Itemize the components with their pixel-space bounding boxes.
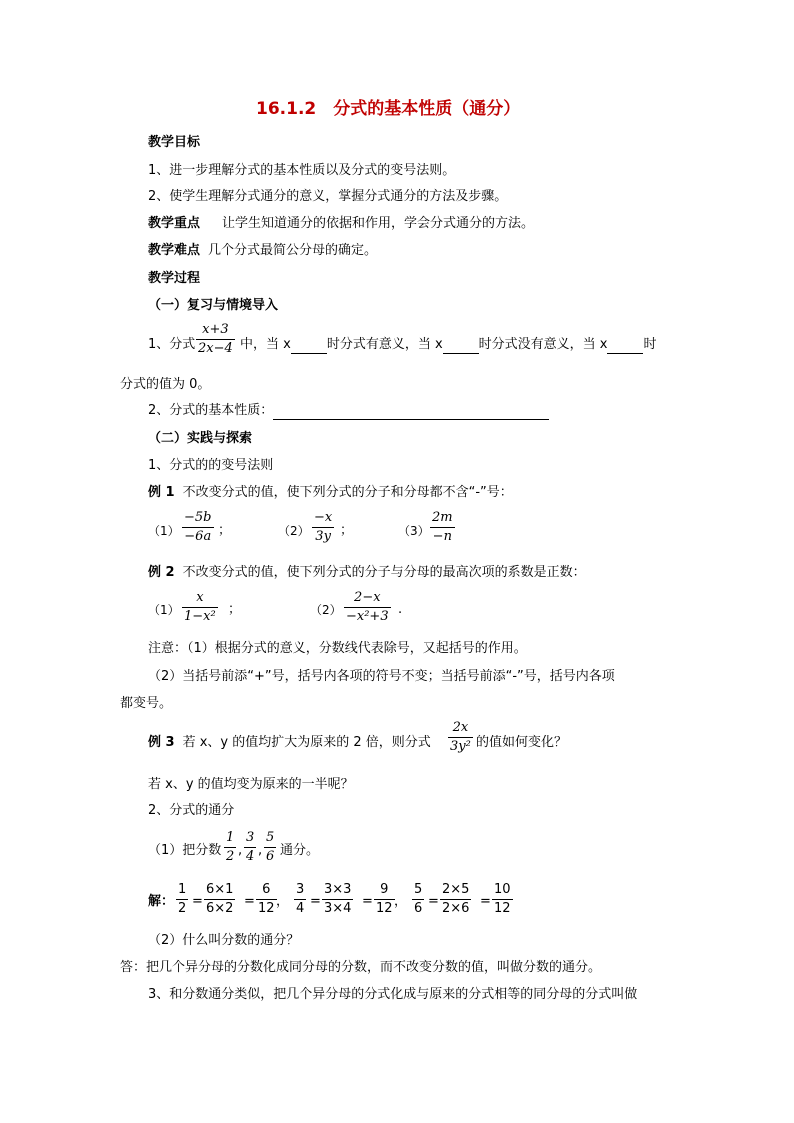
equals: = [192, 894, 203, 909]
q1-fraction [196, 322, 235, 357]
sol-e1-f2 [204, 882, 235, 917]
example-3-line [148, 734, 431, 752]
note-3: 都变号。 [120, 696, 173, 711]
denominator: 6×2 [206, 901, 234, 916]
fraction-bar [448, 737, 473, 738]
difficulty-label: 教学难点 [148, 243, 201, 258]
separator: ； [228, 602, 242, 617]
q1-text-1: 中，当 x [240, 337, 291, 352]
denominator: 12 [376, 901, 393, 916]
subsection-1: 1、分式的的变号法则 [148, 458, 274, 473]
fraction-bar [196, 339, 235, 340]
fraction-bar [244, 847, 256, 848]
blank-1 [291, 353, 327, 354]
ex1-item1-label: （1） [148, 524, 180, 538]
comma: ， [276, 894, 290, 909]
numerator: 3 [246, 830, 255, 845]
note-1: 注意：（1）根据分式的意义，分数线代表除号，又起括号的作用。 [148, 641, 527, 656]
numerator: 1 [178, 882, 187, 897]
example-3-label: 例 3 [148, 735, 175, 750]
sol-e3-f2 [440, 882, 471, 917]
objective-1: 1、进一步理解分式的基本性质以及分式的变号法则。 [148, 163, 456, 178]
q2-line [148, 402, 549, 420]
key-point-label: 教学重点 [148, 216, 201, 231]
answer: 答：把几个异分母的分数化成同分母的分数，而不改变分数的值，叫做分数的通分。 [120, 960, 602, 975]
example-2-line [148, 564, 586, 582]
denominator: 3×4 [324, 901, 352, 916]
subsection-3: 3、和分数通分类似，把几个异分母的分式化成与原来的分式相等的同分母的分式叫做 [148, 987, 638, 1002]
denominator: 6 [414, 901, 423, 916]
q1-text-4: 时 [643, 337, 657, 352]
example-3-follow-up: 若 x、y 的值均变为原来的一半呢？ [148, 777, 354, 792]
ex3-fraction [448, 720, 473, 755]
sol-e2-f1 [294, 882, 306, 917]
sol-e2-f2 [322, 882, 353, 917]
denominator: −n [432, 529, 452, 544]
numerator: 2×5 [442, 882, 470, 897]
fraction-bar [492, 899, 513, 900]
denominator: 4 [296, 901, 305, 916]
fraction-c [264, 830, 276, 865]
numerator: 10 [494, 882, 511, 897]
numerator: 5 [414, 882, 423, 897]
sol-e3-f3 [492, 882, 513, 917]
equals: = [362, 894, 373, 909]
sol-e1-f3 [256, 882, 277, 917]
denominator: 2 [226, 849, 235, 864]
fraction-bar [312, 527, 334, 528]
q1-text-3: 时分式没有意义，当 x [478, 337, 608, 352]
separator: . [398, 602, 403, 617]
numerator: 2−x [354, 590, 381, 605]
ex2-item1-label: （1） [148, 603, 180, 617]
q1-frac-numerator: x+3 [202, 322, 229, 337]
ex1-item3-label: （3） [398, 524, 430, 538]
key-point-text: 让学生知道通分的依据和作用，学会分式通分的方法。 [222, 216, 535, 231]
denominator: 12 [494, 901, 511, 916]
q1-text-2: 时分式有意义，当 x [326, 337, 443, 352]
fraction-bar [440, 899, 471, 900]
ex2-fraction-2 [344, 590, 391, 625]
fraction-bar [294, 899, 306, 900]
fraction-bar [322, 899, 353, 900]
example-3-text: 若 x、y 的值均扩大为原来的 2 倍，则分式 [182, 735, 431, 750]
q1-frac-denominator: 2x−4 [198, 341, 233, 356]
separator: ； [340, 523, 354, 538]
separator: ； [218, 523, 232, 538]
denominator: 4 [246, 849, 255, 864]
ex2-fraction-1 [182, 590, 218, 625]
ex1-fraction-3 [430, 510, 455, 545]
blank-3 [607, 353, 643, 354]
numerator: 2m [432, 510, 453, 525]
q1-line [240, 336, 657, 354]
fraction-bar [374, 899, 395, 900]
q1-line-2: 分式的值为 0。 [120, 377, 211, 392]
fraction-bar [412, 899, 424, 900]
solution-label: 解： [148, 894, 175, 909]
numerator: 9 [380, 882, 389, 897]
subsection-2: 2、分式的通分 [148, 803, 235, 818]
denominator: 3y² [450, 739, 471, 754]
comma: , [238, 843, 243, 858]
equals: = [310, 894, 321, 909]
ex2-item2-label: （2） [310, 603, 342, 617]
key-point-line [148, 215, 534, 233]
fraction-bar [182, 607, 218, 608]
fraction-bar [344, 607, 391, 608]
sol-e2-f3 [374, 882, 395, 917]
denominator: −6a [184, 529, 212, 544]
q2-text: 2、分式的基本性质： [148, 403, 274, 418]
numerator: 5 [266, 830, 275, 845]
objective-2: 2、使学生理解分式通分的意义，掌握分式通分的方法及步骤。 [148, 189, 508, 204]
section2-heading: （二）实践与探索 [148, 431, 253, 446]
ex1-fraction-2 [312, 510, 334, 545]
objectives-heading: 教学目标 [148, 135, 201, 150]
denominator: 2 [178, 901, 187, 916]
fraction-bar [182, 527, 214, 528]
numerator: 1 [226, 830, 235, 845]
ex1-fraction-1 [182, 510, 214, 545]
comma: ， [394, 894, 408, 909]
q1-prefix: 1、分式 [148, 337, 196, 352]
fraction-bar [224, 847, 236, 848]
numerator: 2x [452, 720, 469, 735]
numerator: 3×3 [324, 882, 352, 897]
difficulty-line [148, 242, 377, 260]
fraction-bar [430, 527, 455, 528]
blank-2 [443, 353, 479, 354]
denominator: 3y [315, 529, 331, 544]
denominator: −x²+3 [346, 609, 389, 624]
blank-4 [273, 419, 549, 420]
note-2: （2）当括号前添“+”号，括号内各项的符号不变；当括号前添“-”号，括号内各项 [148, 669, 615, 684]
fraction-bar [256, 899, 277, 900]
q-fractions-suffix: 通分。 [280, 843, 320, 858]
denominator: 6 [266, 849, 275, 864]
sol-e1-f1 [176, 882, 188, 917]
equals: = [244, 894, 255, 909]
denominator: 12 [258, 901, 275, 916]
process-heading: 教学过程 [148, 271, 201, 286]
section1-heading: （一）复习与情境导入 [148, 298, 279, 313]
example-2-label: 例 2 [148, 565, 175, 580]
ex1-item2-label: （2） [278, 524, 310, 538]
sol-e3-f1 [412, 882, 424, 917]
denominator: 2×6 [442, 901, 470, 916]
numerator: −5b [184, 510, 212, 525]
example-2-text: 不改变分式的值，使下列分式的分子与分母的最高次项的系数是正数： [182, 565, 586, 580]
page-title: 16.1.2 分式的基本性质（通分） [256, 99, 521, 119]
fraction-bar [264, 847, 276, 848]
fraction-bar [176, 899, 188, 900]
numerator: −x [314, 510, 333, 525]
numerator: x [196, 590, 204, 605]
denominator: 1−x² [184, 609, 216, 624]
q-fractions-prefix: （1）把分数 [148, 843, 222, 858]
equals: = [480, 894, 491, 909]
fraction-bar [204, 899, 235, 900]
comma: , [258, 843, 263, 858]
difficulty-text: 几个分式最简公分母的确定。 [208, 243, 378, 258]
question-what: （2）什么叫分数的通分？ [148, 933, 300, 948]
example-1-label: 例 1 [148, 485, 175, 500]
equals: = [428, 894, 439, 909]
numerator: 6 [262, 882, 271, 897]
numerator: 6×1 [206, 882, 234, 897]
example-1-text: 不改变分式的值，使下列分式的分子和分母都不含“-”号： [182, 485, 513, 500]
fraction-b [244, 830, 256, 865]
example-3-text-2: 的值如何变化？ [476, 735, 568, 750]
fraction-a [224, 830, 236, 865]
numerator: 3 [296, 882, 305, 897]
example-1-line [148, 484, 513, 502]
